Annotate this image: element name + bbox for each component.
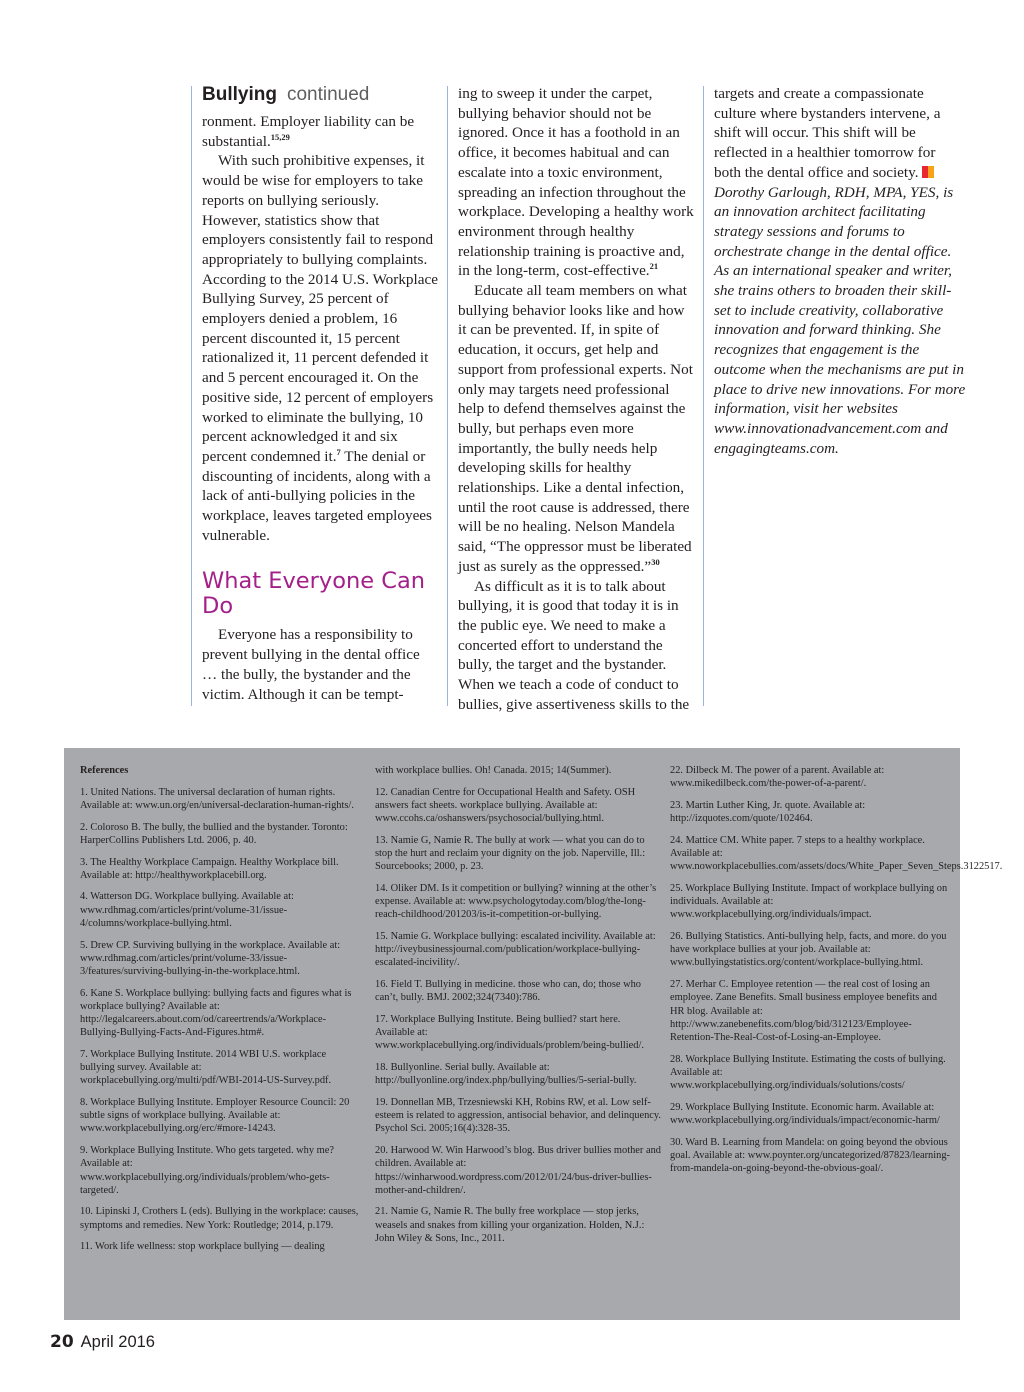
reference-item: 1. United Nations. The universal declaration of human rights. Available at: www.un.org/en/universal-declaration-human-rights/. <box>80 786 354 811</box>
reference-item: 2. Coloroso B. The bully, the bullied and the bystander. Toronto: HarperCollins Publishers Ltd. 2006, p. 40. <box>80 821 348 846</box>
reference-item: 21. Namie G, Namie R. The bully free workplace — stop jerks, weasels and snakes from killing your organization. Holden, N.J.: John Wiley & Sons, Inc., 2011. <box>375 1206 645 1244</box>
references-column-2 <box>375 764 661 1254</box>
reference-item: 18. Bullyonline. Serial bully. Available at: http://bullyonline.org/index.php/bullying/bullies/5-serial-bully. <box>375 1062 637 1087</box>
reference-item: 16. Field T. Bullying in medicine. those who can, do; those who can’t, bully. BMJ. 2002;324(7340):786. <box>375 979 641 1004</box>
reference-item: 24. Mattice CM. White paper. 7 steps to a healthy workplace. Available at: www.noworkplacebullies.com/assets/docs/White_Paper_Seven_Steps.3122517. <box>670 834 1003 873</box>
reference-item: 15. Namie G. Workplace bullying: escalated incivility. Available at: http://iveybusinessjournal.com/publication/workplace-bullying-escalated-incivility/. <box>375 931 656 969</box>
reference-item: 3. The Healthy Workplace Campaign. Healthy Workplace bill. Available at: http://healthyworkplacebill.org. <box>80 856 339 881</box>
reference-item: 19. Donnellan MB, Trzesniewski KH, Robins RW, et al. Low self-esteem is related to aggression, antisocial behavior, and delinquency. Psychol Sci. 2005;16(4):328-35. <box>375 1097 662 1135</box>
reference-item: 29. Workplace Bullying Institute. Economic harm. Available at: www.workplacebullying.org/individuals/impact/economic-harm/ <box>670 1101 940 1126</box>
reference-item: 25. Workplace Bullying Institute. Impact of workplace bullying on individuals. Available at: www.workplacebullying.org/individuals/impact. <box>670 882 948 921</box>
section-title: What Everyone Can Do <box>202 568 425 620</box>
references-title: References <box>80 765 129 776</box>
reference-item: 27. Merhar C. Employee retention — the real cost of losing an employee. Zane Benefits. Small business employee benefits and HR blog. Available at: http://www.zanebenefits.com/blog/bid/312123/Employee-Retention-The-Real-Cost-of-Losing-an-Employee. <box>670 979 937 1043</box>
column-rule <box>703 86 704 706</box>
paragraph: ronment. Employer liability can be substantial.$^{15,29}$ <box>202 113 415 150</box>
references-column-3 <box>670 764 1003 1184</box>
paragraph: With such prohibitive expenses, it would be wise for employers to take reports on bullying seriously. However, statistics show that employers consistently fail to respond appropriately to bullying complaints. According to the 2014 U.S. Workplace Bullying Survey, 25 percent of employers denied a problem, 16 percent discounted it, 15 percent rationalized it, 11 percent defended it and 5 percent encouraged it. On the positive side, 12 percent of employers worked to eliminate the bullying, 10 percent acknowledged it and six percent condemned it.$^7$ The denial or discounting of incidents, along with a lack of anti-bullying policies in the workplace, leaves targeted employees vulnerable. <box>202 152 438 544</box>
reference-item: 12. Canadian Centre for Occupational Health and Safety. OSH answers fact sheets. workplace bullying. Available at: www.ccohs.ca/oshanswers/psychosocial/bullying.html. <box>375 786 636 825</box>
article-column-2 <box>458 84 694 715</box>
reference-item: 11. Work life wellness: stop workplace bullying — dealing <box>80 1241 325 1253</box>
reference-item: 6. Kane S. Workplace bullying: bullying facts and figures what is workplace bullying? Available at: http://legalcareers.about.com/od/careertrends/a/Workplace-Bullying-Bullying-Facts-And-Figures.htm#. <box>80 987 352 1039</box>
author-bio: Dorothy Garlough, RDH, MPA, YES, is an innovation architect facilitating strategy sessions and forums to orchestrate change in the dental office. As an international speaker and writer, she trains others to broaden their skill-set to include creativity, collaborative innovation and forward thinking. She recognizes that engagement is the outcome when the mechanisms are put in place to drive new innovations. For more information, visit her websites www.innovationadvancement.com and engagingteams.com. <box>714 183 966 457</box>
reference-item: 7. Workplace Bullying Institute. 2014 WBI U.S. workplace bullying survey. Available at: workplacebullying.org/multi/pdf/WBI-2014-US-Survey.pdf. <box>80 1048 332 1087</box>
references-box <box>64 748 1003 1320</box>
paragraph: Everyone has a responsibility to prevent bullying in the dental office … the bully, the bystander and the victim. Although it can be tempt- <box>202 626 420 703</box>
reference-item: 8. Workplace Bullying Institute. Employer Resource Council: 20 subtle signs of workplace bullying. Available at: www.workplacebullying.org/erc/#more-14243. <box>80 1097 350 1135</box>
reference-item: 14. Oliker DM. Is it competition or bullying? winning at the other’s expense. Available at: www.psychologytoday.com/blog/the-long-reach-childhood/201203/is-it-competition-or-bullying. <box>375 882 657 921</box>
paragraph: targets and create a compassionate culture where bystanders intervene, a shift will occur. This shift will be reflected in a healthier tomorrow for both the dental office and society. <box>714 85 941 181</box>
footnote-ref: 7 <box>336 446 341 457</box>
reference-item: 4. Watterson DG. Workplace bullying. Available at: www.rdhmag.com/articles/print/volume-31/issue-4/columns/workplace-bullying.html. <box>80 891 294 929</box>
footnote-ref: 30 <box>651 556 660 567</box>
reference-item: 30. Ward B. Learning from Mandela: on going beyond the obvious goal. Available at: www.poynter.org/uncategorized/87823/learning-from-mandela-on-going-beyond-the-obvious-goal/. <box>670 1136 950 1175</box>
paragraph: Educate all team members on what bullying behavior looks like and how it can be prevented. If, in spite of education, it occurs, get help and support from professional experts. Not only may targets need professional help to defend themselves against the bully, but perhaps even more importantly, the bully needs help developing skills for healthy relationships. Like a dental infection, until the root cause is addressed, there will be no healing. Nelson Mandela said, “The oppressor must be liberated just as surely as the oppressed.”$^{30}$ <box>458 282 693 575</box>
reference-item: 23. Martin Luther King, Jr. quote. Available at: http://izquotes.com/quote/102464. <box>670 799 866 825</box>
column-rule <box>447 86 448 706</box>
reference-item: 28. Workplace Bullying Institute. Estimating the costs of bullying. Available at: www.workplacebullying.org/individuals/solutions/costs/ <box>670 1053 946 1092</box>
reference-item: with workplace bullies. Oh! Canada. 2015; 14(Summer). <box>375 765 612 776</box>
article-column-1 <box>202 84 438 704</box>
end-of-article-icon <box>922 166 934 178</box>
footnote-ref: 15,29 <box>270 131 290 142</box>
section-label: Bullying <box>202 84 277 105</box>
paragraph: ing to sweep it under the carpet, bullying behavior should not be ignored. Once it has a foothold in an office, it becomes habitual and can escalate into a toxic environment, spreading an infection throughout the workplace. Developing a healthy work environment through healthy relationship training is proactive and, in the long-term, cost-effective.$^{21}$ <box>458 85 694 280</box>
references-column-1 <box>80 764 362 1262</box>
reference-item: 10. Lipinski J, Crothers L (eds). Bullying in the workplace: causes, symptoms and remedies. New York: Routledge; 2014, p.179. <box>80 1206 359 1231</box>
reference-item: 26. Bullying Statistics. Anti-bullying help, facts, and more. do you have workplace bullies at your job. Available at: www.bullyingstatistics.org/content/workplace-bullying.html. <box>670 931 947 969</box>
footnote-ref: 21 <box>649 261 659 272</box>
continued-label: continued <box>286 84 370 105</box>
page-footer <box>50 1332 155 1352</box>
reference-item: 9. Workplace Bullying Institute. Who gets targeted. why me? Available at: www.workplacebullying.org/individuals/problem/who-gets-targeted/. <box>80 1145 334 1196</box>
issue-date: April 2016 <box>80 1333 155 1351</box>
page-number: 20 <box>50 1332 74 1352</box>
paragraph: As difficult as it is to talk about bullying, it is good that today it is in the public eye. We need to make a concerted effort to understand the bully, the target and the bystander. When we teach a code of conduct to bullies, give assertiveness skills to the <box>458 577 690 713</box>
article-column-3 <box>714 84 966 458</box>
reference-item: 20. Harwood W. Win Harwood’s blog. Bus driver bullies mother and children. Available at: https://winharwood.wordpress.com/2012/01/24/bus-driver-bullies-mother-and-children/. <box>375 1145 661 1196</box>
section-header <box>202 84 438 106</box>
reference-item: 22. Dilbeck M. The power of a parent. Available at: www.mikedilbeck.com/the-power-of-a-parent/. <box>670 765 885 790</box>
reference-item: 5. Drew CP. Surviving bullying in the workplace. Available at: www.rdhmag.com/articles/print/volume-33/issue-3/features/surviving-bullying-in-the-workplace.html. <box>80 939 341 977</box>
reference-item: 13. Namie G, Namie R. The bully at work — what you can do to stop the hurt and reclaim your dignity on the job. Naperville, Ill.: Sourcebooks; 2000, p. 23. <box>375 834 646 873</box>
column-rule <box>191 86 192 706</box>
reference-item: 17. Workplace Bullying Institute. Being bullied? start here. Available at: www.workplacebullying.org/individuals/problem/being-bullied/. <box>375 1014 644 1052</box>
